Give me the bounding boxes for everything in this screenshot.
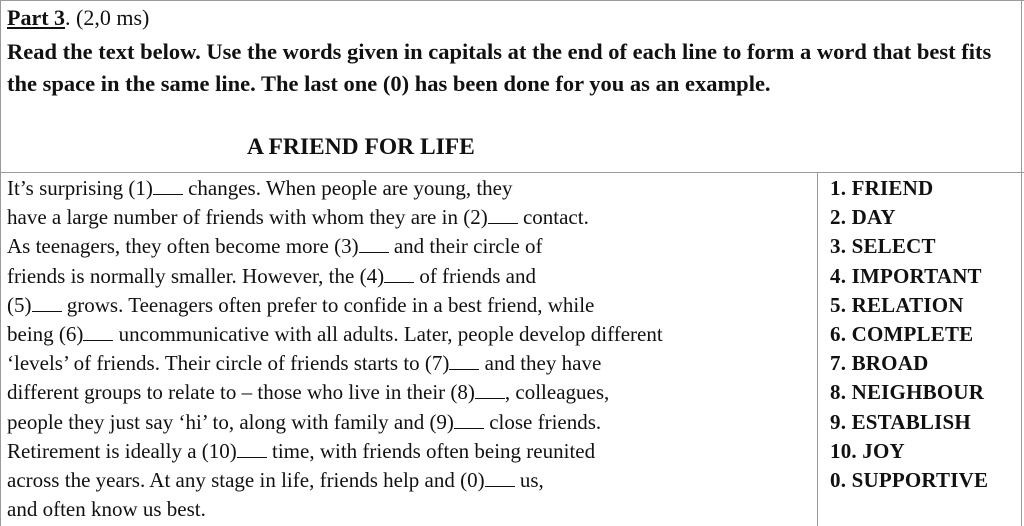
table-divider [1,172,1024,173]
word-item: 3. SELECT [830,234,936,259]
answer-blank [32,293,62,312]
passage-line: being (6) uncommunicative with all adults. Later, people develop different [7,321,663,346]
passage-line: friends is normally smaller. However, the (4) of friends and [7,263,536,288]
passage-line: (5) grows. Teenagers often prefer to confide in a best friend, while [7,292,595,317]
part-label: Part 3 [7,5,66,30]
word-item: 8. NEIGHBOUR [830,380,985,405]
word-item: 2. DAY [830,205,896,230]
word-item: 5. RELATION [830,292,964,317]
top-border [1,0,1024,1]
passage-line: and often know us best. [7,497,206,522]
word-item: 7. BROAD [830,351,929,376]
word-item: 9. ESTABLISH [830,409,971,434]
passage-line: different groups to relate to – those who live in their (8) , colleagues, [7,380,610,405]
answer-blank [488,205,518,224]
passage-line: Retirement is ideally a (10) time, with friends often being reunited [7,438,596,463]
answer-blank [359,234,389,253]
passage-text [7,174,813,524]
part-heading [7,4,149,32]
word-item: 4. IMPORTANT [830,263,982,288]
passage-line: people they just say ‘hi’ to, along with family and (9) close friends. [7,409,602,434]
word-item: 1. FRIEND [830,176,934,200]
answer-blank [454,410,484,429]
answer-blank [485,468,515,487]
answer-blank [237,439,267,458]
passage-line: have a large number of friends with whom they are in (2) contact. [7,205,589,230]
instructions: Read the text below. Use the words given in capitals at the end of each line to form a word that best fits the space in the same line. The last one (0) has been done for you as an example. [7,39,992,96]
word-item: 10. JOY [830,438,905,463]
passage-line: across the years. At any stage in life, friends help and (0) us, [7,467,544,492]
part-points: . (2,0 ms) [65,5,150,30]
word-item: 6. COMPLETE [830,321,974,346]
column-divider [817,172,818,526]
passage-line: It’s surprising (1) changes. When people are young, they [7,176,513,200]
passage-line: As teenagers, they often become more (3) and their circle of [7,234,543,259]
word-item: 0. SUPPORTIVE [830,467,989,492]
answer-blank [449,351,479,370]
answer-blank [384,264,414,283]
answer-blank [83,322,113,341]
passage-line: ‘levels’ of friends. Their circle of friends starts to (7) and they have [7,351,602,376]
word-list [830,174,1022,495]
answer-blank [475,380,505,399]
passage-title: A FRIEND FOR LIFE [247,134,475,160]
answer-blank [153,176,183,195]
